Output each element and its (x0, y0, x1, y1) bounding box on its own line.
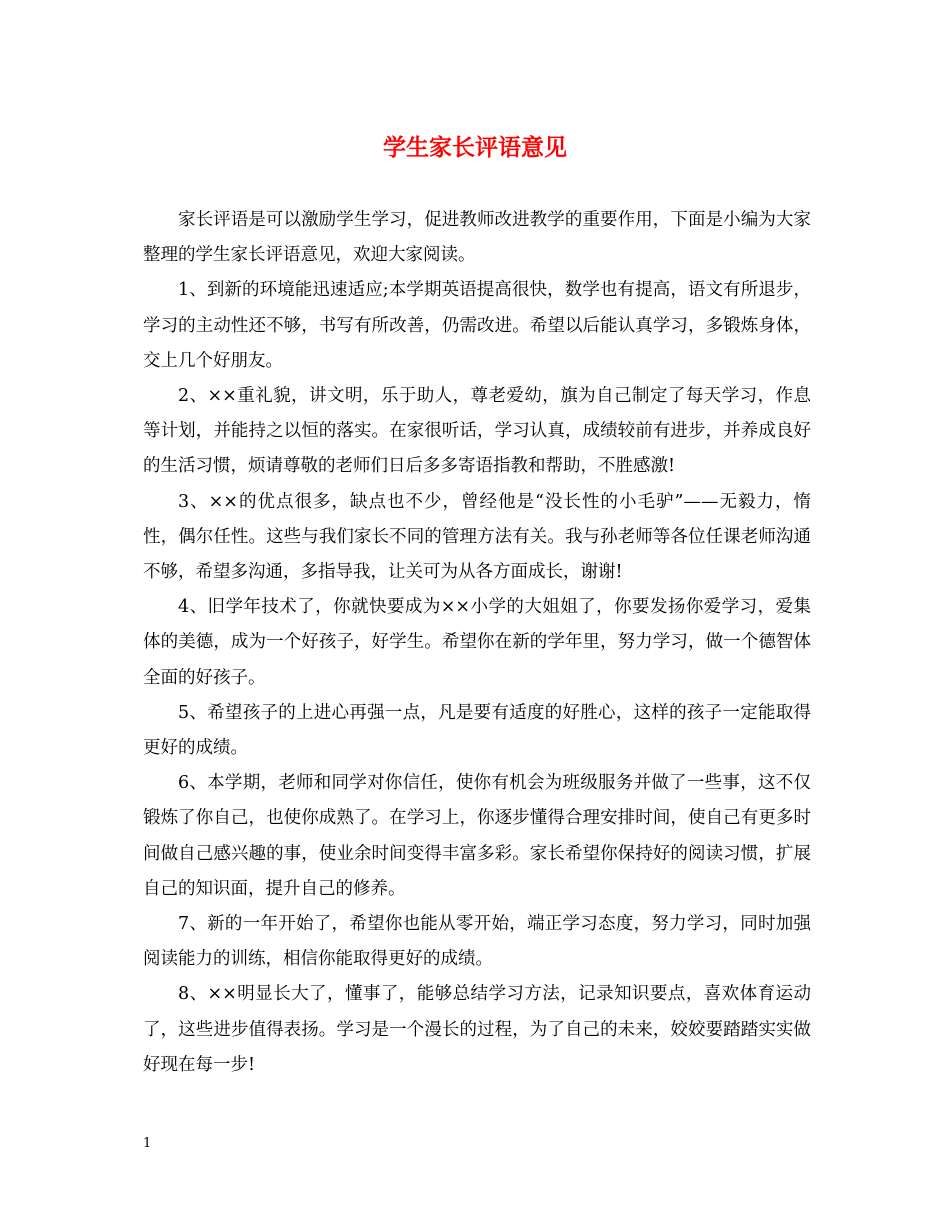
page-title: 学生家长评语意见 (383, 134, 567, 161)
comment-paragraph-1: 1、到新的环境能迅速适应;本学期英语提高很快，数学也有提高，语文有所退步，学习的主动性还不够，书写有所改善，仍需改进。希望以后能认真学习，多锻炼身体，交上几个好朋友。 (143, 280, 811, 371)
comment-paragraph-3: 3、××的优点很多，缺点也不少，曾经他是“没长性的小毛驴”——无毅力，惰性，偶尔任性。这些与我们家长不同的管理方法有关。我与孙老师等各位任课老师沟通不够，希望多沟通，多指导我，让关可为从各方面成长，谢谢! (143, 491, 811, 583)
comment-paragraph-4: 4、旧学年技术了，你就快要成为××小学的大姐姐了，你要发扬你爱学习，爱集体的美德，成为一个好孩子，好学生。希望你在新的学年里，努力学习，做一个德智体全面的好孩子。 (143, 597, 811, 688)
intro-paragraph: 家长评语是可以激励学生学习，促进教师改进教学的重要作用，下面是小编为大家整理的学生家长评语意见，欢迎大家阅读。 (143, 210, 811, 266)
comment-paragraph-6: 6、本学期，老师和同学对你信任，使你有机会为班级服务并做了一些事，这不仅锻炼了你自己，也使你成熟了。在学习上，你逐步懂得合理安排时间，使自己有更多时间做自己感兴趣的事，使业余时间变得丰富多彩。家长希望你保持好的阅读习惯，扩展自己的知识面，提升自己的修养。 (143, 773, 811, 899)
document-body (143, 203, 811, 1083)
comment-paragraph-2: 2、××重礼貌，讲文明，乐于助人，尊老爱幼，旗为自己制定了每天学习，作息等计划，并能持之以恒的落实。在家很听话，学习认真，成绩较前有进步，并养成良好的生活习惯，烦请尊敬的老师们日后多多寄语指教和帮助，不胜感激! (143, 386, 811, 477)
comment-paragraph-5: 5、希望孩子的上进心再强一点，凡是要有适度的好胜心，这样的孩子一定能取得更好的成绩。 (143, 702, 811, 759)
comment-paragraph-7: 7、新的一年开始了，希望你也能从零开始，端正学习态度，努力学习，同时加强阅读能力的训练，相信你能取得更好的成绩。 (143, 914, 811, 970)
page-number: 1 (143, 1136, 152, 1151)
comment-paragraph-8: 8、××明显长大了，懂事了，能够总结学习方法，记录知识要点，喜欢体育运动了，这些进步值得表扬。学习是一个漫长的过程，为了自己的未来，姣姣要踏踏实实做好现在每一步! (143, 984, 811, 1075)
